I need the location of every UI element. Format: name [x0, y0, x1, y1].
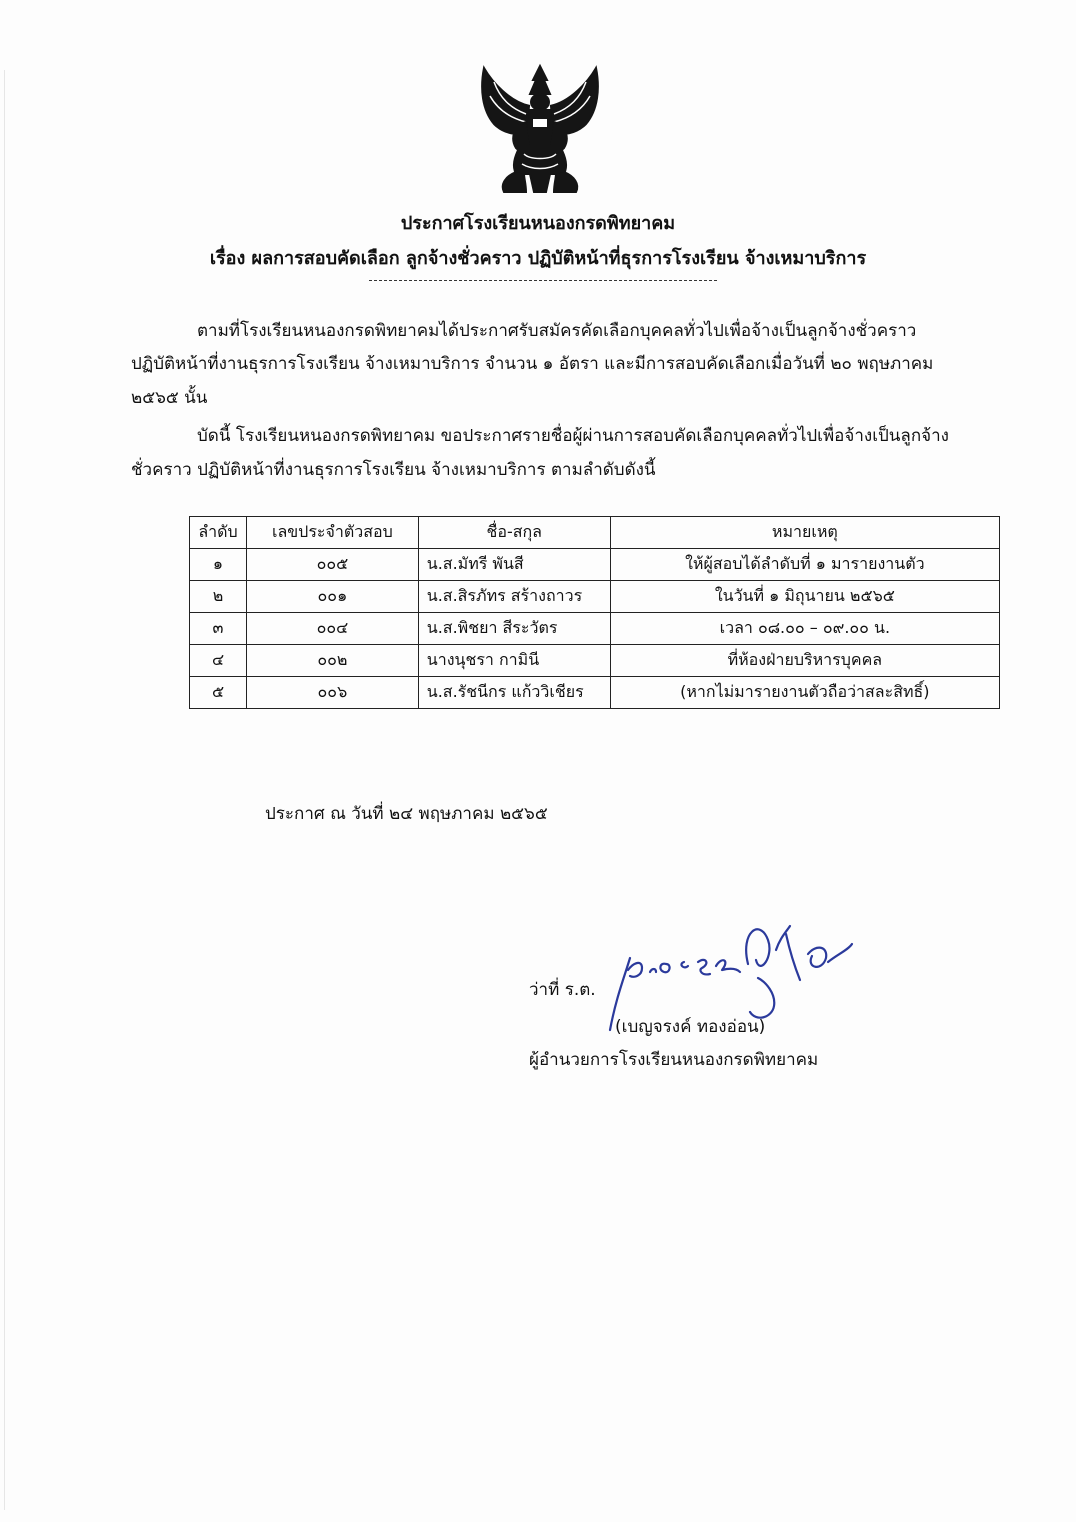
- paragraph-1-line-2: ปฏิบัติหน้าที่งานธุรการโรงเรียน จ้างเหมาบริการ จำนวน ๑ อัตรา และมีการสอบคัดเลือกเมื่อวันที่ ๒๐ พฤษภาคม: [131, 354, 934, 374]
- garuda-emblem-icon: [470, 62, 610, 197]
- signature-prefix: ว่าที่ ร.ต.: [529, 980, 596, 1000]
- header-remark: หมายเหตุ: [610, 517, 999, 549]
- cell-remark: (หากไม่มารายงานตัวถือว่าสละสิทธิ์): [610, 677, 999, 709]
- table-row: [190, 677, 1000, 709]
- cell-exam-id: ๐๐๖: [246, 677, 418, 709]
- cell-name: น.ส.มัทรี พันสี: [418, 549, 610, 581]
- results-table: [189, 516, 1000, 709]
- paragraph-2-line-1: บัดนี้ โรงเรียนหนองกรดพิทยาคม ขอประกาศรายชื่อผู้ผ่านการสอบคัดเลือกบุคคลทั่วไปเพื่อจ้างเป็นลูกจ้าง: [197, 426, 949, 446]
- signer-name: (เบญจรงค์ ทองอ่อน): [615, 1017, 766, 1037]
- header-exam-id: เลขประจำตัวสอบ: [246, 517, 418, 549]
- cell-order: ๑: [190, 549, 247, 581]
- cell-remark: ในวันที่ ๑ มิถุนายน ๒๕๖๕: [610, 581, 999, 613]
- cell-remark: ให้ผู้สอบได้ลำดับที่ ๑ มารายงานตัว: [610, 549, 999, 581]
- table-row: [190, 645, 1000, 677]
- paragraph-2-line-2: ชั่วคราว ปฏิบัติหน้าที่งานธุรการโรงเรียน จ้างเหมาบริการ ตามลำดับดังนี้: [131, 460, 656, 480]
- paragraph-1-line-3: ๒๕๖๕ นั้น: [131, 388, 208, 408]
- cell-exam-id: ๐๐๕: [246, 549, 418, 581]
- document-title: ประกาศโรงเรียนหนองกรดพิทยาคม: [400, 213, 676, 234]
- signer-position: ผู้อำนวยการโรงเรียนหนองกรดพิทยาคม: [529, 1050, 819, 1070]
- cell-exam-id: ๐๐๒: [246, 645, 418, 677]
- cell-exam-id: ๐๐๔: [246, 613, 418, 645]
- cell-name: นางนุชรา กามินี: [418, 645, 610, 677]
- cell-name: น.ส.สิรภัทร สร้างถาวร: [418, 581, 610, 613]
- table-row: [190, 613, 1000, 645]
- table-row: [190, 549, 1000, 581]
- cell-name: น.ส.รัชนีกร แก้ววิเชียร: [418, 677, 610, 709]
- announcement-date: ประกาศ ณ วันที่ ๒๔ พฤษภาคม ๒๕๖๕: [265, 804, 548, 824]
- table-header-row: [190, 517, 1000, 549]
- divider: [369, 280, 717, 281]
- paragraph-1-line-1: ตามที่โรงเรียนหนองกรดพิทยาคมได้ประกาศรับสมัครคัดเลือกบุคคลทั่วไปเพื่อจ้างเป็นลูกจ้างชั่วคราว: [197, 321, 917, 341]
- table-row: [190, 581, 1000, 613]
- document-subject: เรื่อง ผลการสอบคัดเลือก ลูกจ้างชั่วคราว ปฏิบัติหน้าที่ธุรการโรงเรียน จ้างเหมาบริการ: [209, 248, 867, 269]
- cell-order: ๔: [190, 645, 247, 677]
- scan-edge-line: [4, 70, 5, 1510]
- cell-remark: ที่ห้องฝ่ายบริหารบุคคล: [610, 645, 999, 677]
- header-order: ลำดับ: [190, 517, 247, 549]
- cell-remark: เวลา ๐๘.๐๐ – ๐๙.๐๐ น.: [610, 613, 999, 645]
- header-name: ชื่อ-สกุล: [418, 517, 610, 549]
- cell-exam-id: ๐๐๑: [246, 581, 418, 613]
- cell-order: ๕: [190, 677, 247, 709]
- cell-order: ๓: [190, 613, 247, 645]
- cell-name: น.ส.พิชยา สีระวัตร: [418, 613, 610, 645]
- cell-order: ๒: [190, 581, 247, 613]
